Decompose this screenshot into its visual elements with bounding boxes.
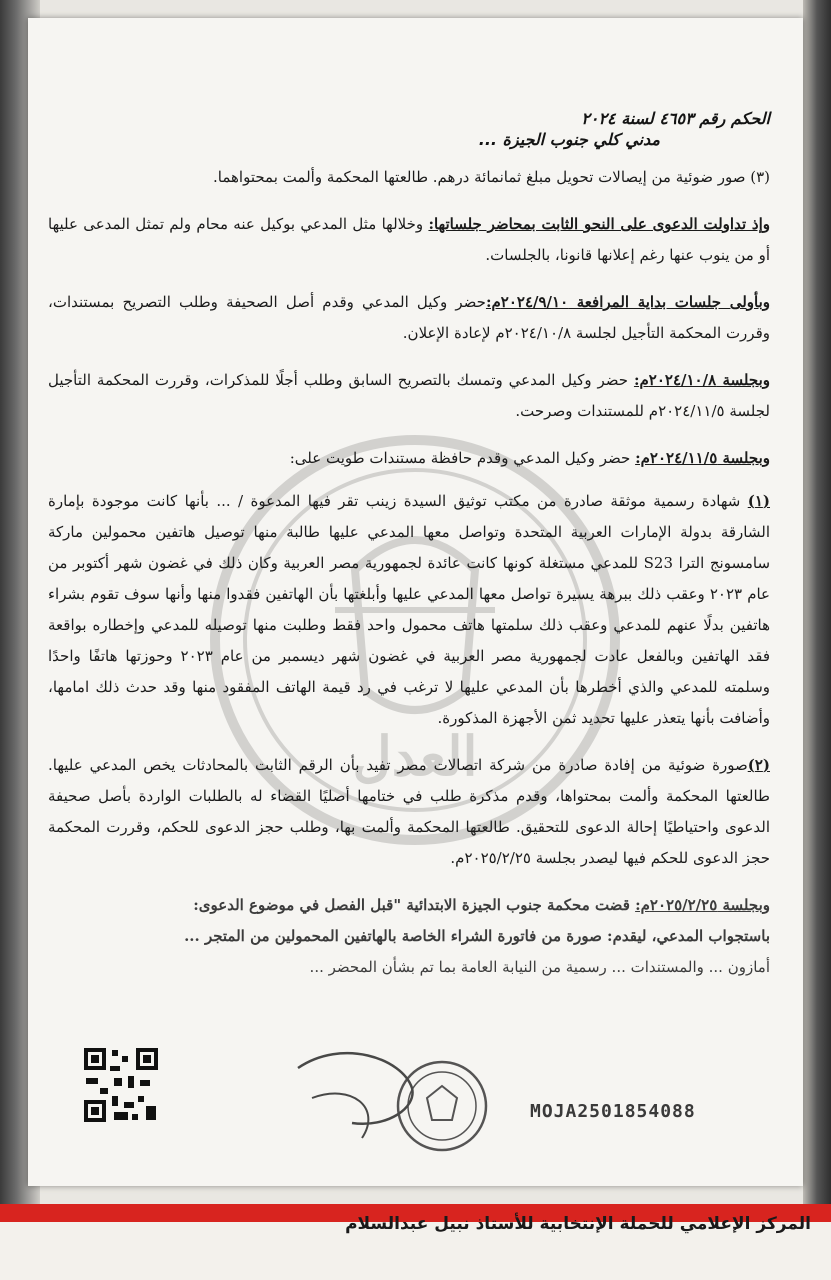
court-name-header: مدني كلي جنوب الجيزة ... <box>478 130 660 149</box>
paragraph-session-oct <box>48 365 770 427</box>
seal-text: العدل <box>352 724 478 788</box>
session-nov-label: وبجلسة ٢٠٢٤/١١/٥م: <box>635 449 770 467</box>
exhibit-2-text: صورة ضوئية من إفادة صادرة من شركة اتصالات مصر تفيد بأن الرقم الثابت بالمحادثات يخص المدعي عليها. طالعتها المحكمة وألمت بمحتواها، وقدم مذكرة طلب في ختامها أصليًا القضاء له بالطلبات الواردة بأصل صحيفة الدعوى واحتياطيًا إحالة الدعوى للتحقيق. طالعتها المحكمة وألمت بها، وطلب حجز الدعوى للحكم، وقررت المحكمة حجز الدعوى للحكم فيها ليصدر بجلسة ٢٠٢٥/٢/٢٥م. <box>48 756 770 867</box>
court-stamp <box>292 1028 492 1158</box>
session-oct-text: حضر وكيل المدعي وتمسك بالتصريح السابق وطلب أجلًا للمذكرات، وقررت المحكمة التأجيل لجلسة ٢٠٢٤/١١/٥م للمستندات وصرحت. <box>48 371 770 420</box>
paragraph-session-nov <box>48 443 770 474</box>
paragraph-first-session <box>48 287 770 349</box>
paragraph-photocopies: (٣) صور ضوئية من إيصالات تحويل مبلغ ثمانمائة درهم. طالعتها المحكمة وألمت بمحتواهما. <box>213 168 770 186</box>
scan-edge-right <box>803 0 831 1280</box>
session-nov-text: حضر وكيل المدعي وقدم حافظة مستندات طويت على: <box>289 449 636 467</box>
paragraph-hearings-intro <box>48 209 770 271</box>
paragraph-interrogation: باستجواب المدعي، ليقدم: صورة من فاتورة الشراء الخاصة بالهاتفين المحمولين من المتجر ... <box>184 927 770 945</box>
hearings-text: وخلالها مثل المدعي بوكيل عنه محام ولم تمثل المدعى عليها أو من ينوب عنها رغم إعلانها قانونا، بالجلسات. <box>48 215 770 264</box>
exhibit-2-label: (٢) <box>747 756 770 774</box>
session-feb-text: قضت محكمة جنوب الجيزة الابتدائية "قبل الفصل في موضوع الدعوى: <box>193 896 636 914</box>
session-feb-label: وبجلسة ٢٠٢٥/٢/٢٥م: <box>635 896 770 914</box>
document-body <box>48 108 770 983</box>
paragraph-exhibit-2 <box>48 750 770 874</box>
footer-campaign-text: المركز الإعلامي للحملة الإنتخابية للأستاذ نبيل عبدالسلام <box>345 1214 811 1234</box>
paragraph-amazon: أمازون ... والمستندات ... رسمية من النيابة العامة بما تم بشأن المحضر ... <box>309 958 770 976</box>
first-session-text: حضر وكيل المدعي وقدم أصل الصحيفة وطلب التصريح بمستندات، وقررت المحكمة التأجيل لجلسة ٢٠٢٤/١٠/٨م لإعادة الإعلان. <box>48 293 770 342</box>
qr-code <box>82 1046 160 1124</box>
moja-reference-code: MOJA2501854088 <box>530 1101 696 1122</box>
paragraph-session-feb <box>48 890 770 921</box>
exhibit-1-label: (١) <box>747 492 770 510</box>
paragraph-exhibit-1 <box>48 486 770 734</box>
first-session-label: وبأولى جلسات بداية المرافعة ٢٠٢٤/٩/١٠م: <box>485 293 771 311</box>
session-oct-label: وبجلسة ٢٠٢٤/١٠/٨م: <box>633 371 770 389</box>
exhibit-1-text: شهادة رسمية موثقة صادرة من مكتب توثيق السيدة زينب تقر فيها المدعوة / ... بأنها كانت موجودة بإمارة الشارقة بدولة الإمارات العربية المتحدة وتواصل معها المدعي عليها طالبة منها توصيل هاتفين محمولين ماركة سامسونج الترا S23 للمدعي مستغلة كونها كانت عائدة لجمهورية مصر العربية وكان ذلك في غضون شهر أكتوبر من عام ٢٠٢٣ وعقب ذلك ببرهة يسيرة تواصل معها المدعي عليها وأبلغتها بأن الهاتفين فقدوا منها وأنها سوف تقوم بشراء هاتفين بدلًا عنهم للمدعي وعقب ذلك سلمتها هاتف محمول واحد فقط وطلبت منها توصيله للمدعي وإخطاره بواقعة فقد الهاتفين وبالفعل عادت لجمهورية مصر العربية في غضون شهر ديسمبر من عام ٢٠٢٣ وحوزتها هاتفًا واحدًا وسلمته للمدعي والذي أخطرها بأن المدعي عليها لا ترغب في رد قيمة الهاتف المفقود منها وقد حدث ذلك امامها، وأضافت بأنها يتعذر عليها تحديد ثمن الأجهزة المذكورة. <box>48 492 771 727</box>
judgment-number-header: الحكم رقم ٤٦٥٣ لسنة ٢٠٢٤ <box>581 109 770 128</box>
hearings-label: وإذ تداولت الدعوى على النحو الثابت بمحاضر جلساتها: <box>428 215 770 233</box>
